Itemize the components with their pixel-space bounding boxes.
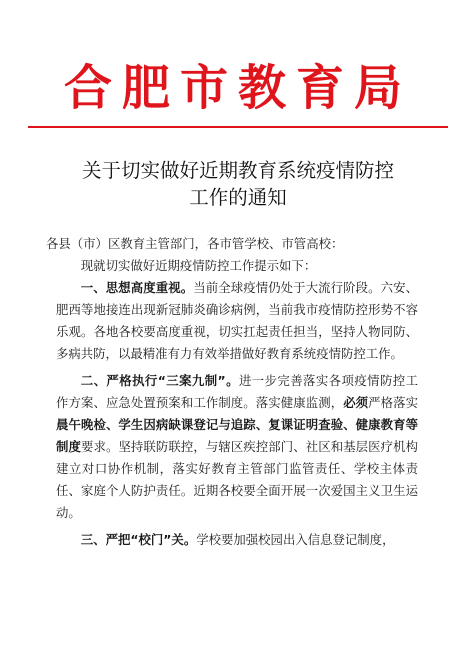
section-2-heading: 二、严格执行“三案九制”。	[80, 373, 239, 388]
section-2-bold-2: 晨午晚检、学生因病缺课登记与追踪、复课证明查验、健康教育等制度	[56, 417, 418, 454]
notice-body	[46, 233, 419, 551]
section-2-text-1: 进一步完善落实各项疫情防控工作方案、应急处置预案和工作制度。落实健康监测，	[56, 373, 418, 410]
notice-title-line-1: 关于切实做好近期教育系统疫情防控	[81, 159, 394, 182]
section-2-bold-1: 必须	[343, 395, 369, 410]
section-2-text-2: 严格落实	[368, 395, 419, 410]
section-1-heading: 一、思想高度重视。	[80, 280, 194, 295]
section-3-heading: 三、严把“校门”关。	[80, 532, 197, 547]
addressee: 各县（市）区教育主管部门，各市管学校、市管高校：	[46, 236, 344, 251]
letterhead-title: 合肥市教育局	[63, 60, 412, 116]
intro-paragraph: 现就切实做好近期疫情防控工作提示如下：	[80, 258, 317, 273]
section-2-text-3: 要求。坚持联防联控，与辖区疾控部门、社区和基层医疗机构建立对口协作机制，落实好教育主管部门监管责任、学校主体责任、家庭个人防护责任。近期各校要全面开展一次爱国主义卫生运动。	[56, 439, 419, 520]
letterhead-red-rule	[28, 126, 448, 128]
section-2-paragraph	[56, 370, 418, 524]
section-3-text: 学校要加强校园出入信息登记制度，	[196, 532, 395, 547]
section-1-text: 当前全球疫情仍处于大流行阶段。六安、肥西等地接连出现新冠肺炎确诊病例，当前我市疫情防控形势不容乐观。各地各校要高度重视，切实扛起责任担当，坚持人物同防、多病共防，以最精准有力有效举措做好教育系统疫情防控工作。	[56, 280, 419, 361]
section-3-paragraph	[56, 529, 418, 551]
notice-title-line-2: 工作的通知	[189, 186, 287, 209]
section-1-paragraph	[56, 277, 418, 365]
